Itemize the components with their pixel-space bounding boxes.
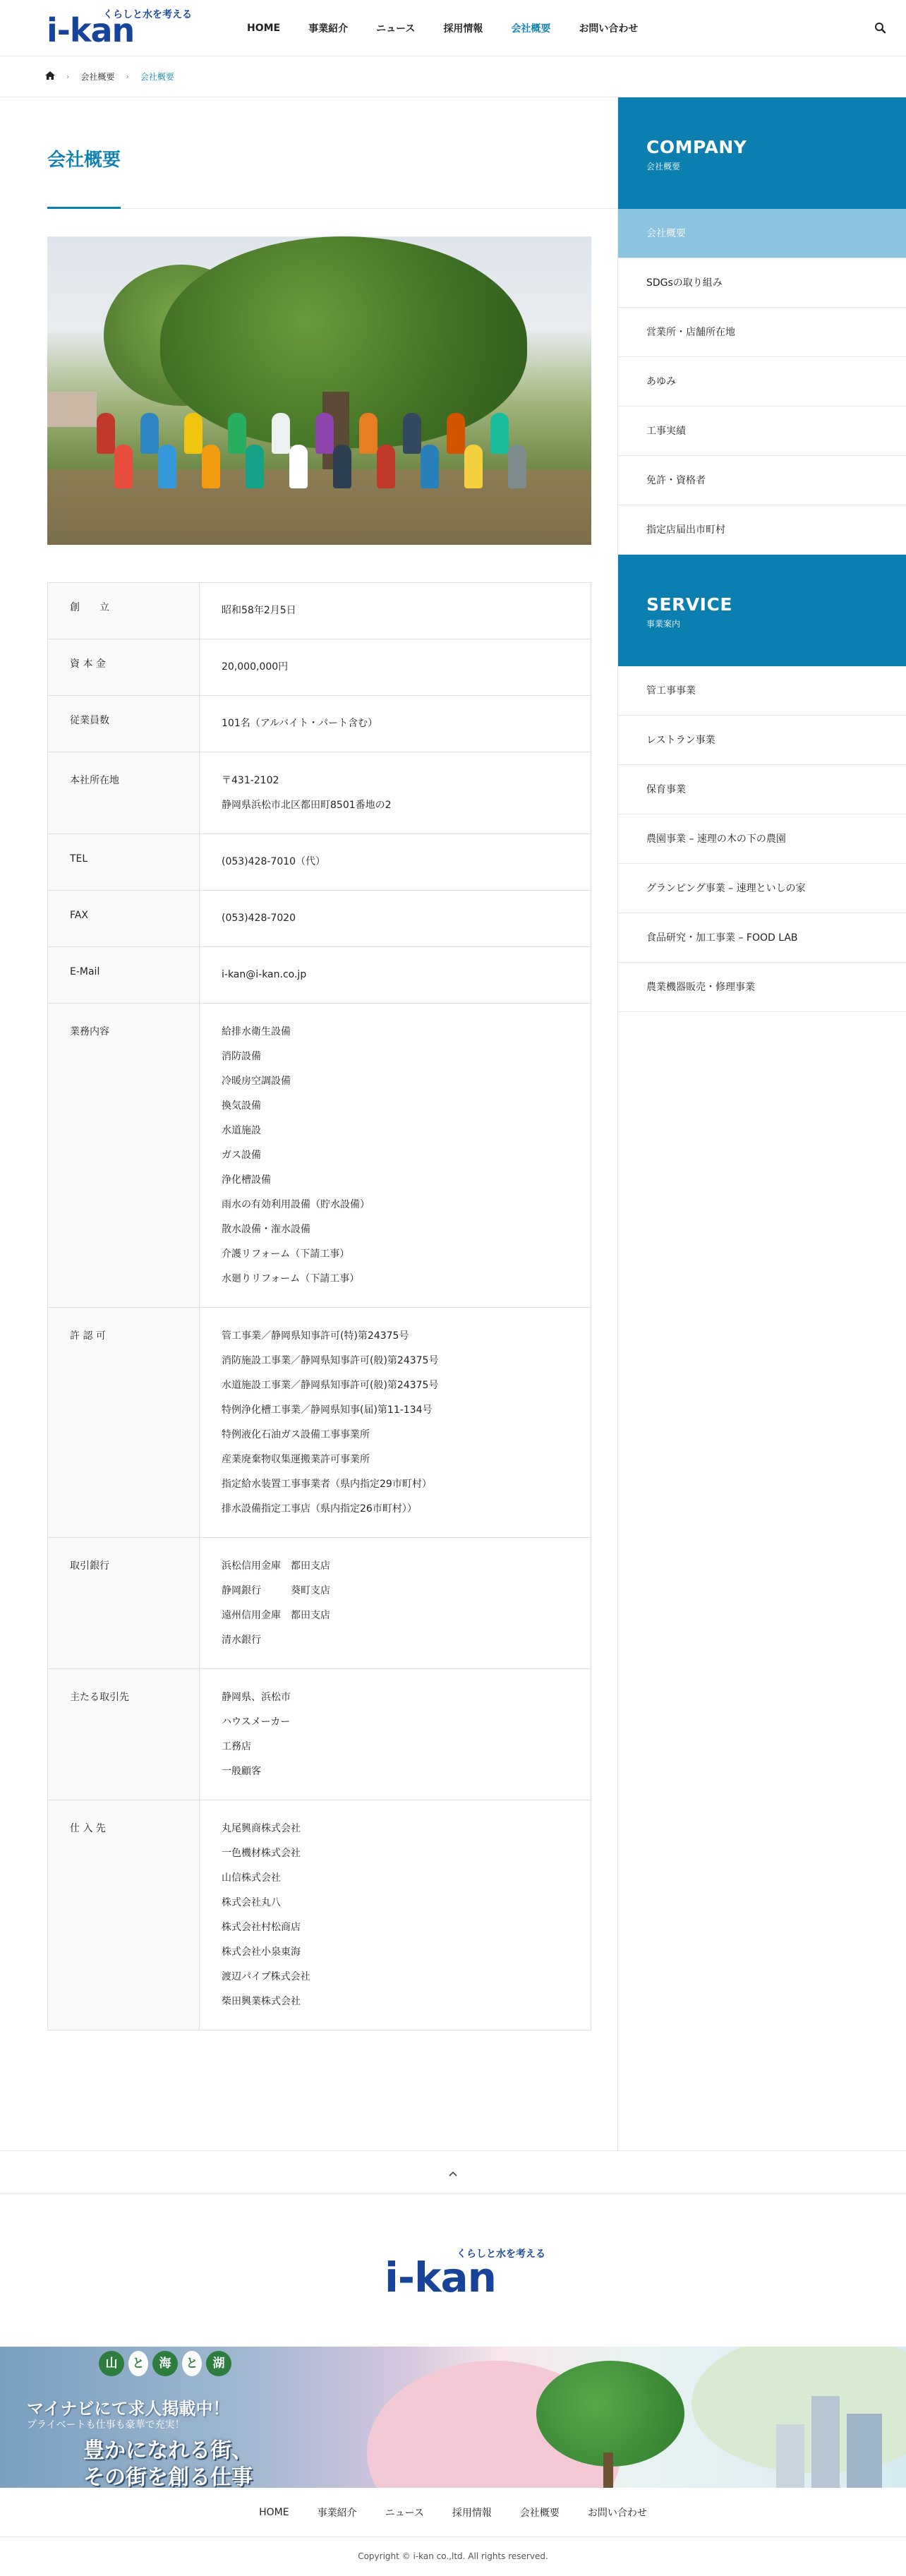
banner-headline-1: 豊かになれる街、 bbox=[83, 2438, 253, 2463]
sidebar-service-title: SERVICE bbox=[646, 594, 732, 615]
sidebar-item-company[interactable]: 指定店届出市町村 bbox=[618, 505, 906, 555]
table-value-line: 20,000,000円 bbox=[222, 661, 289, 673]
copyright: Copyright © i-kan co.,ltd. All rights reserved. bbox=[358, 2551, 548, 2561]
company-info-table bbox=[47, 582, 591, 2030]
footer-nav-recruit[interactable]: 採用情報 bbox=[452, 2507, 492, 2519]
table-row-value bbox=[200, 1004, 591, 1308]
sidebar-item-company[interactable]: あゆみ bbox=[618, 357, 906, 407]
sidebar-company-title: COMPANY bbox=[646, 137, 747, 157]
sidebar-item-company[interactable]: 免許・資格者 bbox=[618, 456, 906, 505]
company-group-photo bbox=[47, 236, 591, 545]
table-value-line: 静岡県、浜松市 bbox=[222, 1692, 291, 1703]
sidebar-item-service[interactable]: レストラン事業 bbox=[618, 716, 906, 765]
breadcrumb-current: 会社概要 bbox=[140, 72, 174, 82]
page-title: 会社概要 bbox=[47, 97, 617, 209]
table-value-line: 丸尾興商株式会社 bbox=[222, 1823, 301, 1834]
footer-nav-news[interactable]: ニュース bbox=[385, 2507, 424, 2519]
table-value-line: 水廻りリフォーム（下請工事） bbox=[222, 1273, 360, 1284]
search-icon[interactable] bbox=[874, 21, 888, 35]
table-value-line: ガス設備 bbox=[222, 1150, 261, 1161]
table-row bbox=[48, 1308, 591, 1538]
table-value-line: 株式会社丸八 bbox=[222, 1897, 281, 1908]
sidebar-service-subtitle: 事業案内 bbox=[646, 619, 681, 629]
table-value-line: 特例浄化槽工事業／静岡県知事(届)第11-134号 bbox=[222, 1404, 433, 1416]
table-row-label: 資 本 金 bbox=[48, 639, 200, 696]
table-value-line: 静岡県浜松市北区都田町8501番地の2 bbox=[222, 800, 392, 811]
sidebar-company-header bbox=[618, 97, 906, 209]
table-value-line: 一般顧客 bbox=[222, 1766, 261, 1777]
banner-subtitle: プライベートも仕事も豪華で充実！ bbox=[27, 2419, 185, 2431]
table-value-line: 静岡銀行 葵町支店 bbox=[222, 1585, 330, 1596]
table-value-line: 浜松信用金庫 都田支店 bbox=[222, 1560, 330, 1572]
table-row-label: 仕 入 先 bbox=[48, 1800, 200, 2030]
footer-logo-area bbox=[0, 2194, 906, 2347]
table-value-line: 工務店 bbox=[222, 1741, 251, 1752]
sidebar-service-list bbox=[618, 666, 906, 1012]
nav-company[interactable]: 会社概要 bbox=[511, 23, 551, 35]
breadcrumb-item[interactable]: 会社概要 bbox=[80, 72, 115, 82]
table-row-label: 取引銀行 bbox=[48, 1538, 200, 1669]
footer-nav-business[interactable]: 事業紹介 bbox=[317, 2507, 357, 2519]
table-row-label: 本社所在地 bbox=[48, 752, 200, 834]
banner-title: マイナビにて求人掲載中！ bbox=[27, 2399, 230, 2419]
sidebar-item-service[interactable]: 農園事業 – 速理の木の下の農園 bbox=[618, 814, 906, 864]
table-row-value bbox=[200, 1669, 591, 1800]
nav-news[interactable]: ニュース bbox=[376, 23, 416, 35]
sidebar-item-company[interactable]: 会社概要 bbox=[618, 209, 906, 258]
table-value-line: (053)428-7020 bbox=[222, 913, 296, 924]
footer-logo-mark: i-kan bbox=[385, 2253, 496, 2301]
sidebar-item-company[interactable]: 営業所・店舗所在地 bbox=[618, 308, 906, 357]
table-row bbox=[48, 1800, 591, 2030]
global-nav bbox=[247, 0, 666, 56]
table-row-value bbox=[200, 834, 591, 891]
table-row-value bbox=[200, 1800, 591, 2030]
table-row-label: 業務内容 bbox=[48, 1004, 200, 1308]
sidebar-item-service[interactable]: 食品研究・加工事業 – FOOD LAB bbox=[618, 913, 906, 963]
table-value-line: 排水設備指定工事店（県内指定26市町村）） bbox=[222, 1503, 417, 1515]
table-value-line: 柴田興業株式会社 bbox=[222, 1996, 301, 2007]
table-row-label: 主たる取引先 bbox=[48, 1669, 200, 1800]
sidebar-item-company[interactable]: SDGsの取り組み bbox=[618, 258, 906, 308]
table-value-line: 消防施設工事業／静岡県知事許可(般)第24375号 bbox=[222, 1355, 439, 1366]
table-value-line: 遠州信用金庫 都田支店 bbox=[222, 1610, 330, 1621]
table-value-line: 介護リフォーム（下請工事） bbox=[222, 1248, 350, 1260]
table-row-label: 従業員数 bbox=[48, 696, 200, 752]
table-row-value bbox=[200, 891, 591, 947]
sidebar-service-header bbox=[618, 555, 906, 666]
table-row-value bbox=[200, 696, 591, 752]
table-value-line: 冷暖房空調設備 bbox=[222, 1076, 291, 1087]
table-row-label: E-Mail bbox=[48, 947, 200, 1004]
table-row-value bbox=[200, 583, 591, 639]
table-value-line: 散水設備・潅水設備 bbox=[222, 1224, 310, 1235]
content-wrap bbox=[0, 97, 906, 2150]
sidebar-item-company[interactable]: 工事実績 bbox=[618, 407, 906, 456]
footer-nav-contact[interactable]: お問い合わせ bbox=[587, 2507, 647, 2519]
table-value-line: 管工事業／静岡県知事許可(特)第24375号 bbox=[222, 1330, 409, 1342]
breadcrumb bbox=[0, 56, 906, 97]
table-row bbox=[48, 891, 591, 947]
table-row-label: TEL bbox=[48, 834, 200, 891]
table-value-line: 〒431-2102 bbox=[222, 775, 279, 786]
table-row-label: 許 認 可 bbox=[48, 1308, 200, 1538]
table-value-line: 101名（アルバイト・パート含む） bbox=[222, 718, 378, 729]
table-row-value bbox=[200, 947, 591, 1004]
breadcrumb-separator-icon: › bbox=[126, 72, 129, 81]
table-row bbox=[48, 834, 591, 891]
table-value-line: 昭和58年2月5日 bbox=[222, 605, 296, 616]
footer-nav-home[interactable]: HOME bbox=[259, 2506, 289, 2518]
table-value-line: 水道施設工事業／静岡県知事許可(般)第24375号 bbox=[222, 1380, 439, 1391]
table-value-line: (053)428-7010（代） bbox=[222, 856, 326, 867]
table-row bbox=[48, 1004, 591, 1308]
chevron-up-icon[interactable] bbox=[447, 2168, 459, 2179]
table-value-line: 特例液化石油ガス設備工事事業所 bbox=[222, 1429, 370, 1440]
logo-mark: i-kan bbox=[47, 11, 135, 49]
logo-tagline: くらしと水を考える bbox=[103, 9, 192, 20]
table-value-line: 雨水の有効利用設備（貯水設備） bbox=[222, 1199, 370, 1210]
site-logo[interactable] bbox=[47, 6, 195, 52]
nav-business[interactable]: 事業紹介 bbox=[308, 23, 349, 35]
nav-home[interactable]: HOME bbox=[247, 23, 281, 34]
nav-recruit[interactable]: 採用情報 bbox=[443, 23, 483, 35]
breadcrumb-separator-icon: › bbox=[66, 72, 70, 81]
page-top-bar bbox=[0, 2150, 906, 2194]
table-value-line: 清水銀行 bbox=[222, 1635, 261, 1646]
table-row-value bbox=[200, 639, 591, 696]
sidebar-item-service[interactable]: 農業機器販売・修理事業 bbox=[618, 963, 906, 1012]
recruit-banner[interactable] bbox=[0, 2347, 906, 2488]
table-value-line: 渡辺パイプ株式会社 bbox=[222, 1971, 310, 1982]
sidebar-company-subtitle: 会社概要 bbox=[646, 162, 681, 171]
table-row bbox=[48, 1538, 591, 1669]
table-value-line: 水道施設 bbox=[222, 1125, 261, 1136]
table-value-line: 消防設備 bbox=[222, 1051, 261, 1062]
table-value-line[interactable]: i-kan@i-kan.co.jp bbox=[222, 969, 307, 980]
main-content bbox=[0, 97, 618, 2150]
table-value-line: 山信株式会社 bbox=[222, 1872, 281, 1884]
table-value-line: 株式会社村松商店 bbox=[222, 1922, 301, 1933]
table-value-line: 給排水衛生設備 bbox=[222, 1026, 291, 1037]
table-value-line: ハウスメーカー bbox=[222, 1716, 291, 1728]
nav-contact[interactable]: お問い合わせ bbox=[579, 23, 639, 35]
footer-logo-tagline: くらしと水を考える bbox=[457, 2249, 545, 2260]
table-row-value bbox=[200, 1308, 591, 1538]
banner-headline-2: その街を創る仕事 bbox=[83, 2465, 253, 2488]
table-row-label: FAX bbox=[48, 891, 200, 947]
table-value-line: 換気設備 bbox=[222, 1100, 261, 1112]
site-header bbox=[0, 0, 906, 56]
table-row bbox=[48, 583, 591, 639]
footer-nav-company[interactable]: 会社概要 bbox=[519, 2507, 560, 2519]
table-row bbox=[48, 1669, 591, 1800]
banner-chips: 山 と 海 と 湖 bbox=[99, 2351, 231, 2376]
sidebar bbox=[618, 97, 906, 2150]
table-value-line: 一色機材株式会社 bbox=[222, 1848, 301, 1859]
table-row bbox=[48, 639, 591, 696]
table-row-value bbox=[200, 1538, 591, 1669]
table-row bbox=[48, 752, 591, 834]
sidebar-item-service[interactable]: 管工事事業 bbox=[618, 666, 906, 716]
table-value-line: 産業廃棄物収集運搬業許可事業所 bbox=[222, 1454, 370, 1465]
table-row-value bbox=[200, 752, 591, 834]
table-value-line: 浄化槽設備 bbox=[222, 1174, 271, 1186]
footer-nav bbox=[0, 2488, 906, 2537]
home-icon[interactable] bbox=[45, 71, 55, 82]
table-value-line: 指定給水装置工事事業者（県内指定29市町村） bbox=[222, 1479, 432, 1490]
sidebar-item-service[interactable]: グランピング事業 – 速理といしの家 bbox=[618, 864, 906, 913]
table-row bbox=[48, 696, 591, 752]
sidebar-company-list bbox=[618, 209, 906, 555]
sidebar-item-service[interactable]: 保育事業 bbox=[618, 765, 906, 814]
table-row bbox=[48, 947, 591, 1004]
table-row-label: 創 立 bbox=[48, 583, 200, 639]
table-value-line: 株式会社小泉東海 bbox=[222, 1946, 301, 1958]
